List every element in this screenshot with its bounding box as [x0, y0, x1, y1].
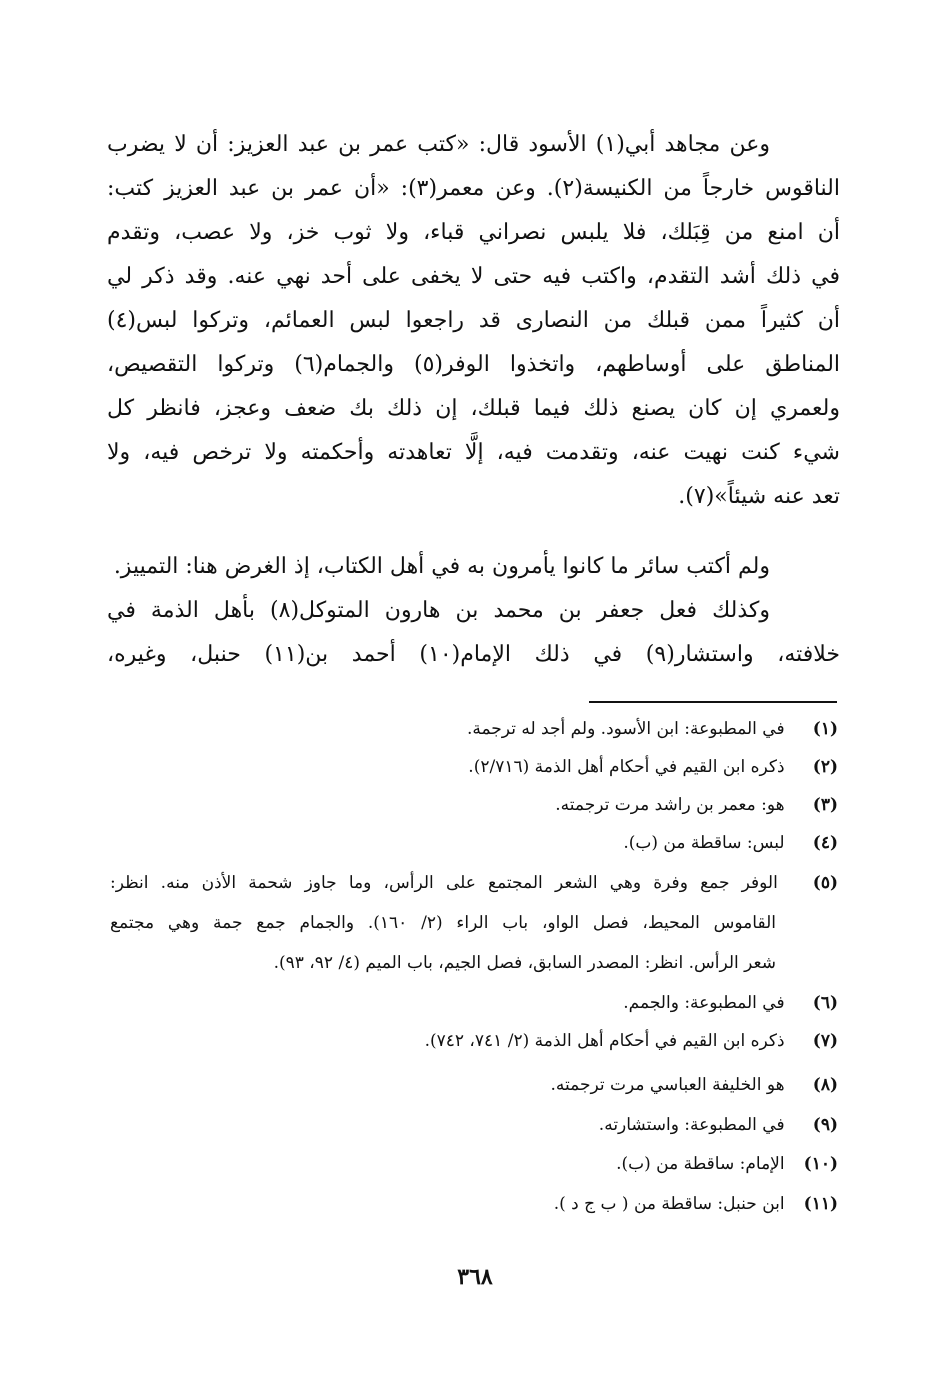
footnote-6	[240, 986, 838, 1020]
footnote-5	[110, 866, 838, 900]
footnote-3	[240, 788, 838, 822]
footnote-11	[240, 1187, 838, 1221]
footnote-text: ابن حنبل: ساقطة من ( ب ج د ).	[553, 1194, 785, 1214]
footnote-4	[240, 826, 838, 860]
text-line-1: وعن مجاهد أبي(١) الأسود قال: «كتب عمر بن عبد العزيز: أن لا يضرب	[107, 132, 770, 157]
text-line-2: الناقوس خارجاً من الكنيسة(٢). وعن معمر(٣): «أن عمر بن عبد العزيز كتب:	[107, 176, 840, 201]
footnote-text: في المطبوعة: واستشارته.	[598, 1115, 785, 1135]
footnote-text: الوفر جمع وفرة وهي الشعر المجتمع على الرأس، وما جاوز شحمة الأذن منه. انظر:	[110, 873, 778, 893]
footnote-number: (٩)	[812, 1115, 838, 1135]
footnote-separator	[589, 701, 837, 703]
footnote-5-line-3: شعر الرأس. انظر: المصدر السابق، فصل الجيم، باب الميم (٤/ ٩٢، ٩٣).	[273, 953, 776, 973]
footnote-2	[240, 750, 838, 784]
footnote-number: (٢)	[812, 757, 838, 777]
text-line-3: أن امنع من قِبَلك، فلا يلبس نصراني قباء، ولا ثوب خز، ولا عصب، وتقدم	[107, 220, 840, 245]
footnote-text: هو الخليفة العباسي مرت ترجمته.	[550, 1075, 785, 1095]
footnote-number: (٨)	[812, 1075, 838, 1095]
footnote-text: ذكره ابن القيم في أحكام أهل الذمة (٢/٧١٦).	[468, 757, 785, 777]
footnote-7	[240, 1024, 838, 1058]
footnote-1	[240, 712, 838, 746]
text-line-5: أن كثيراً ممن قبلك من النصارى قد راجعوا لبس العمائم، وتركوا لبس(٤)	[107, 308, 840, 333]
footnote-text: ذكره ابن القيم في أحكام أهل الذمة (٢/ ٧٤١، ٧٤٢).	[424, 1031, 785, 1051]
footnote-number: (٣)	[812, 795, 838, 815]
footnote-text: لبس: ساقطة من (ب).	[623, 833, 785, 853]
footnote-number: (١٠)	[803, 1154, 838, 1174]
footnote-number: (٥)	[812, 873, 838, 893]
footnote-10	[240, 1147, 838, 1181]
page-number: ٣٦٨	[457, 1264, 493, 1290]
text-line-4: في ذلك أشد التقدم، واكتب فيه حتى لا يخفى على أحد نهي عنه. وقد ذكر لي	[107, 264, 840, 289]
footnote-text: هو: معمر بن راشد مرت ترجمته.	[555, 795, 785, 815]
footnote-number: (٤)	[812, 833, 838, 853]
footnote-number: (٦)	[812, 993, 838, 1013]
text-line-10: ولم أكتب سائر ما كانوا يأمرون به في أهل الكتاب، إذ الغرض هنا: التمييز.	[113, 554, 770, 579]
footnote-text: الإمام: ساقطة من (ب).	[616, 1154, 785, 1174]
footnote-8	[240, 1068, 838, 1102]
footnote-text: في المطبوعة: ابن الأسود. ولم أجد له ترجمة.	[466, 719, 785, 739]
footnote-number: (١١)	[803, 1194, 838, 1214]
footnote-9	[240, 1108, 838, 1142]
footnote-number: (١)	[812, 719, 838, 739]
text-line-11: وكذلك فعل جعفر بن محمد بن هارون المتوكل(٨) بأهل الذمة في	[107, 598, 770, 623]
text-line-9: تعد عنه شيئاً»(٧).	[678, 484, 840, 509]
footnote-text: في المطبوعة: والجمم.	[623, 993, 785, 1013]
footnote-5-line-2: القاموس المحيط، فصل الواو، باب الراء (٢/ ١٦٠). والجمام جمع جمة وهي مجتمع	[110, 913, 776, 933]
text-line-12: خلافته، واستشار(٩) في ذلك الإمام(١٠) أحمد بن(١١) حنبل، وغيره،	[107, 642, 840, 667]
text-line-8: شيء كنت نهيت عنه، وتقدمت فيه، إلَّا تعاهدته وأحكمته ولا ترخص فيه، ولا	[107, 440, 840, 465]
text-line-6: المناطق على أوساطهم، واتخذوا الوفر(٥) والجمام(٦) وتركوا التقصيص،	[107, 352, 840, 377]
text-line-7: ولعمري إن كان يصنع ذلك فيما قبلك، إن ذلك بك ضعف وعجز، فانظر كل	[107, 396, 840, 421]
footnote-number: (٧)	[812, 1031, 838, 1051]
